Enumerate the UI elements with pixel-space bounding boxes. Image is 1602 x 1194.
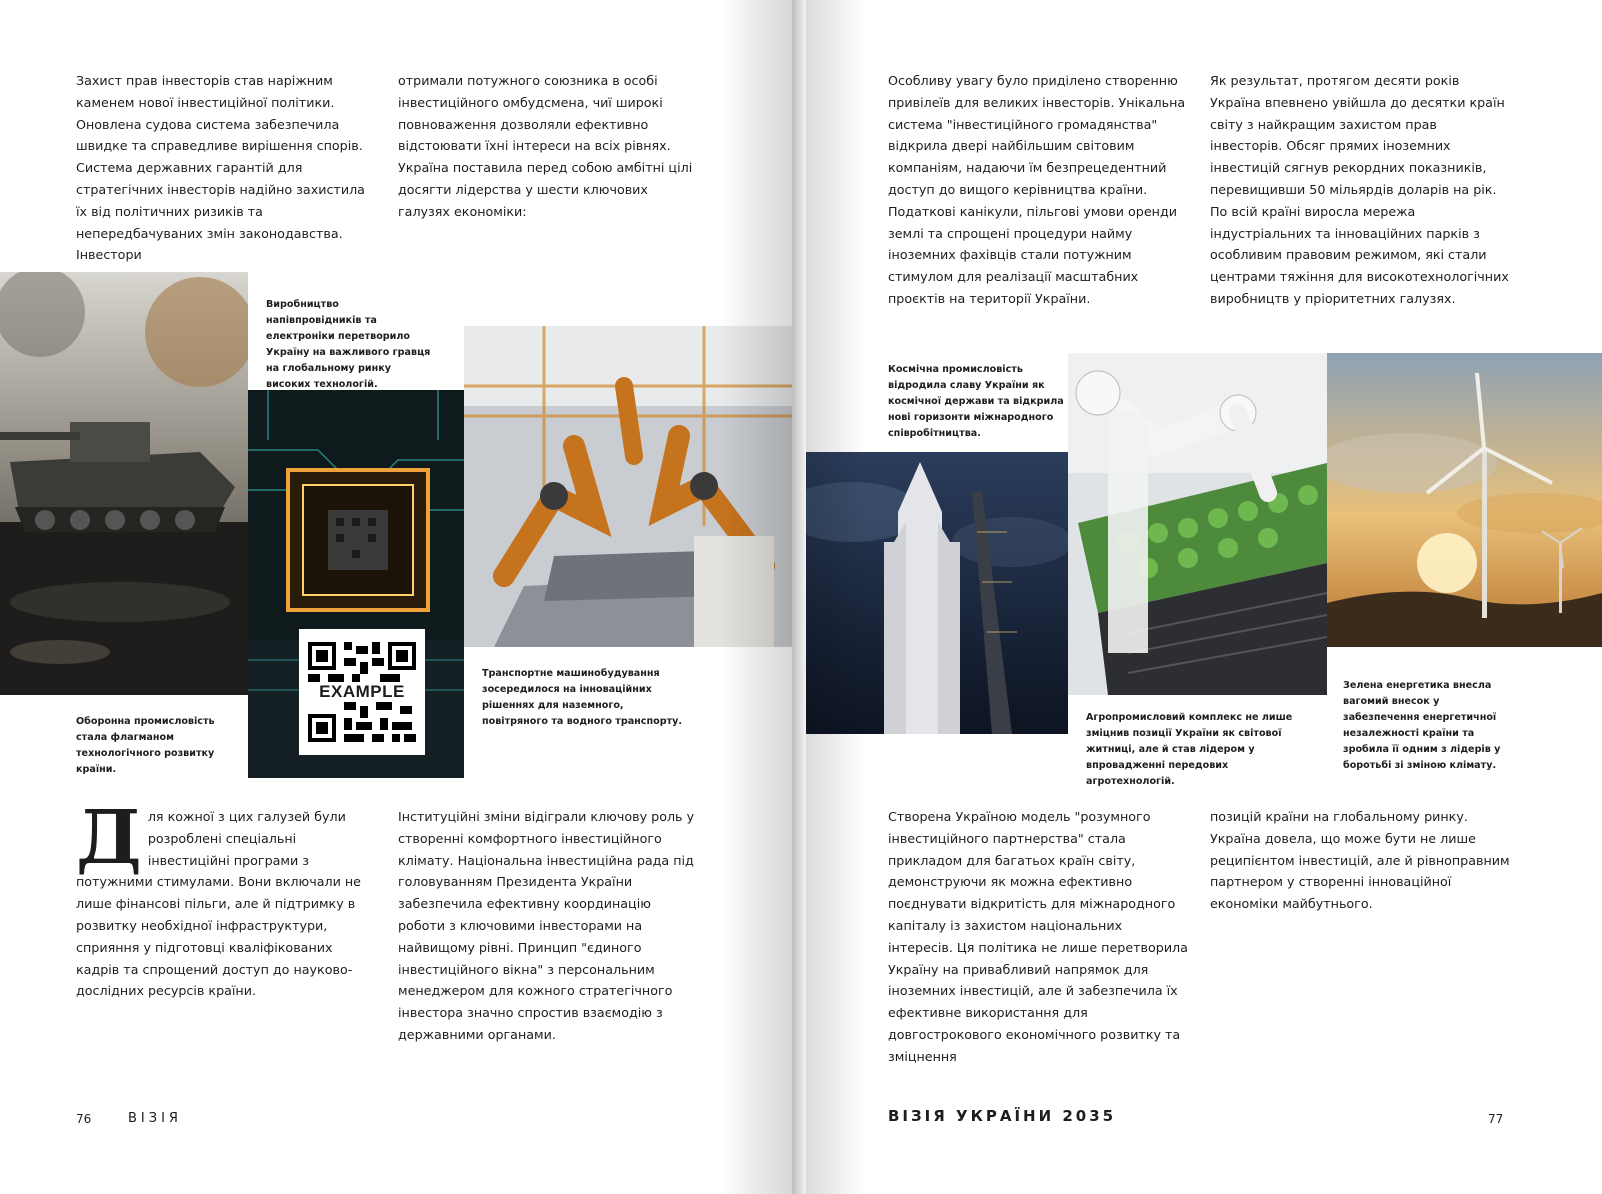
- caption-agro: Агропромисловий комплекс не лише зміцнив позиції України як світової житниці, але й став лідером у впровадженні передових агротехнологій.: [1086, 712, 1293, 787]
- spine-shadow-right: [806, 0, 866, 1194]
- left-col1-bottom-body: ля кожної з цих галузей були розроблені спеціальні інвестиційні програми з потужними стимулами. Вони включали не лише фінансові пільги, але й підтримку в розвитку необхідної інфраструктури, сприяння у підготовці кваліфікованих кадрів та спрощений доступ до науково-дослідних ресурсів країни.: [76, 809, 361, 999]
- qr-pattern-top-icon: [308, 641, 416, 683]
- left-col1-top-text: Захист прав інвесторів став наріжним каменем нової інвестиційної політики. Оновлена судова система забезпечила швидке та справедливе вирішення спорів. Система державних гарантій для стратегічних інвесторів надійно захистила їх від політичних ризиків та непередбачуваних змін законодавства. Інвестори: [76, 73, 365, 263]
- caption-space: Космічна промисловість відродила славу України як космічної держави та відкрила нові горизонти міжнародного співробітництва.: [888, 364, 1064, 439]
- agro-robot-image: [1068, 353, 1327, 695]
- qr-code[interactable]: [299, 629, 425, 755]
- caption-semiconductors: Виробництво напівпровідників та електроніки перетворило Україну на важливого гравця на глобальному ринку високих технологій.: [266, 299, 431, 390]
- qr-pattern-bottom-icon: [308, 701, 416, 743]
- qr-label: EXAMPLE: [319, 682, 405, 701]
- right-col1-bottom-text: Створена Україною модель "розумного інвестиційного партнерства" стала прикладом для багатьох країн світу, демонструючи як можна ефективно поєднувати відкритість для міжнародного капіталу із захистом національних інтересів. Ця політика не лише перетворила Україну на привабливий напрямок для іноземних інвестицій, але й забезпечила їх ефективне використання для довгострокового економічного розвитку та зміцнення: [888, 809, 1188, 1064]
- left-col2-bottom-text: Інституційні зміни відіграли ключову роль у створенні комфортного інвестиційного клімату. Національна інвестиційна рада під головуванням Президента України забезпечила ефективну координацію роботи з ключовими інвесторами на найвищому рівні. Принцип "єдиного інвестиційного вікна" з персональним менеджером для кожного стратегічного інвестора значно спростив взаємодію з державними органами.: [398, 809, 695, 1042]
- left-page: [0, 0, 792, 1194]
- wind-turbine-image: [1327, 353, 1602, 647]
- left-col2-top-text: отримали потужного союзника в особі інвестиційного омбудсмена, чиї широкі повноваження дозволяли ефективно відстоювати їхні інтереси на всіх рівнях. Україна поставила перед собою амбітні цілі досягти лідерства у шести ключових галузях економіки:: [398, 73, 693, 219]
- running-head-right: ВІЗІЯ УКРАЇНИ 2035: [888, 1107, 1117, 1125]
- page-number-right: 77: [1488, 1112, 1504, 1126]
- left-col1-bottom-text: [76, 795, 376, 1002]
- caption-defense: Оборонна промисловість стала флагманом технологічного розвитку країни.: [76, 716, 215, 775]
- right-page: [806, 0, 1602, 1194]
- right-col2-top-text: Як результат, протягом десяти років Україна впевнено увійшла до десятки країн світу з найкращим захистом прав інвесторів. Обсяг прямих іноземних інвестицій сягнув рекордних показників, перевищивши 50 мільярдів доларів на рік. По всій країні виросла мережа індустріальних та інноваційних парків з особливим правовим режимом, які стали центрами тяжіння для високотехнологічних виробництв у пріоритетних галузях.: [1210, 73, 1509, 306]
- book-gutter: [792, 0, 806, 1194]
- right-col2-bottom-text: позицій країни на глобальному ринку. Україна довела, що може бути не лише реципієнтом інвестицій, але й рівноправним партнером у створенні інноваційної економіки майбутнього.: [1210, 809, 1510, 912]
- page-number-left: 76: [76, 1112, 92, 1126]
- caption-transport: Транспортне машинобудування зосередилося на інноваційних рішеннях для наземного, повітряного та водного транспорту.: [482, 668, 683, 727]
- caption-energy: Зелена енергетика внесла вагомий внесок у забезпечення енергетичної незалежності країни та зробила її одним з лідерів у боротьбі зі зміною клімату.: [1343, 680, 1501, 771]
- tank-image: [0, 272, 248, 695]
- spine-shadow-left: [720, 0, 792, 1194]
- right-col1-top-text: Особливу увагу було приділено створенню привілеїв для великих інвесторів. Унікальна система "інвестиційного громадянства" відкрила двері найбільшим світовим компаніям, надаючи їм безпрецедентний доступ до вищого керівництва країни. Податкові канікули, пільгові умови оренди землі та спрощені процедури найму іноземних фахівців стали потужним стимулом для реалізації масштабних проєктів на території України.: [888, 73, 1186, 306]
- dropcap: Д: [76, 795, 142, 881]
- running-head-left: ВІЗІЯ: [128, 1111, 182, 1126]
